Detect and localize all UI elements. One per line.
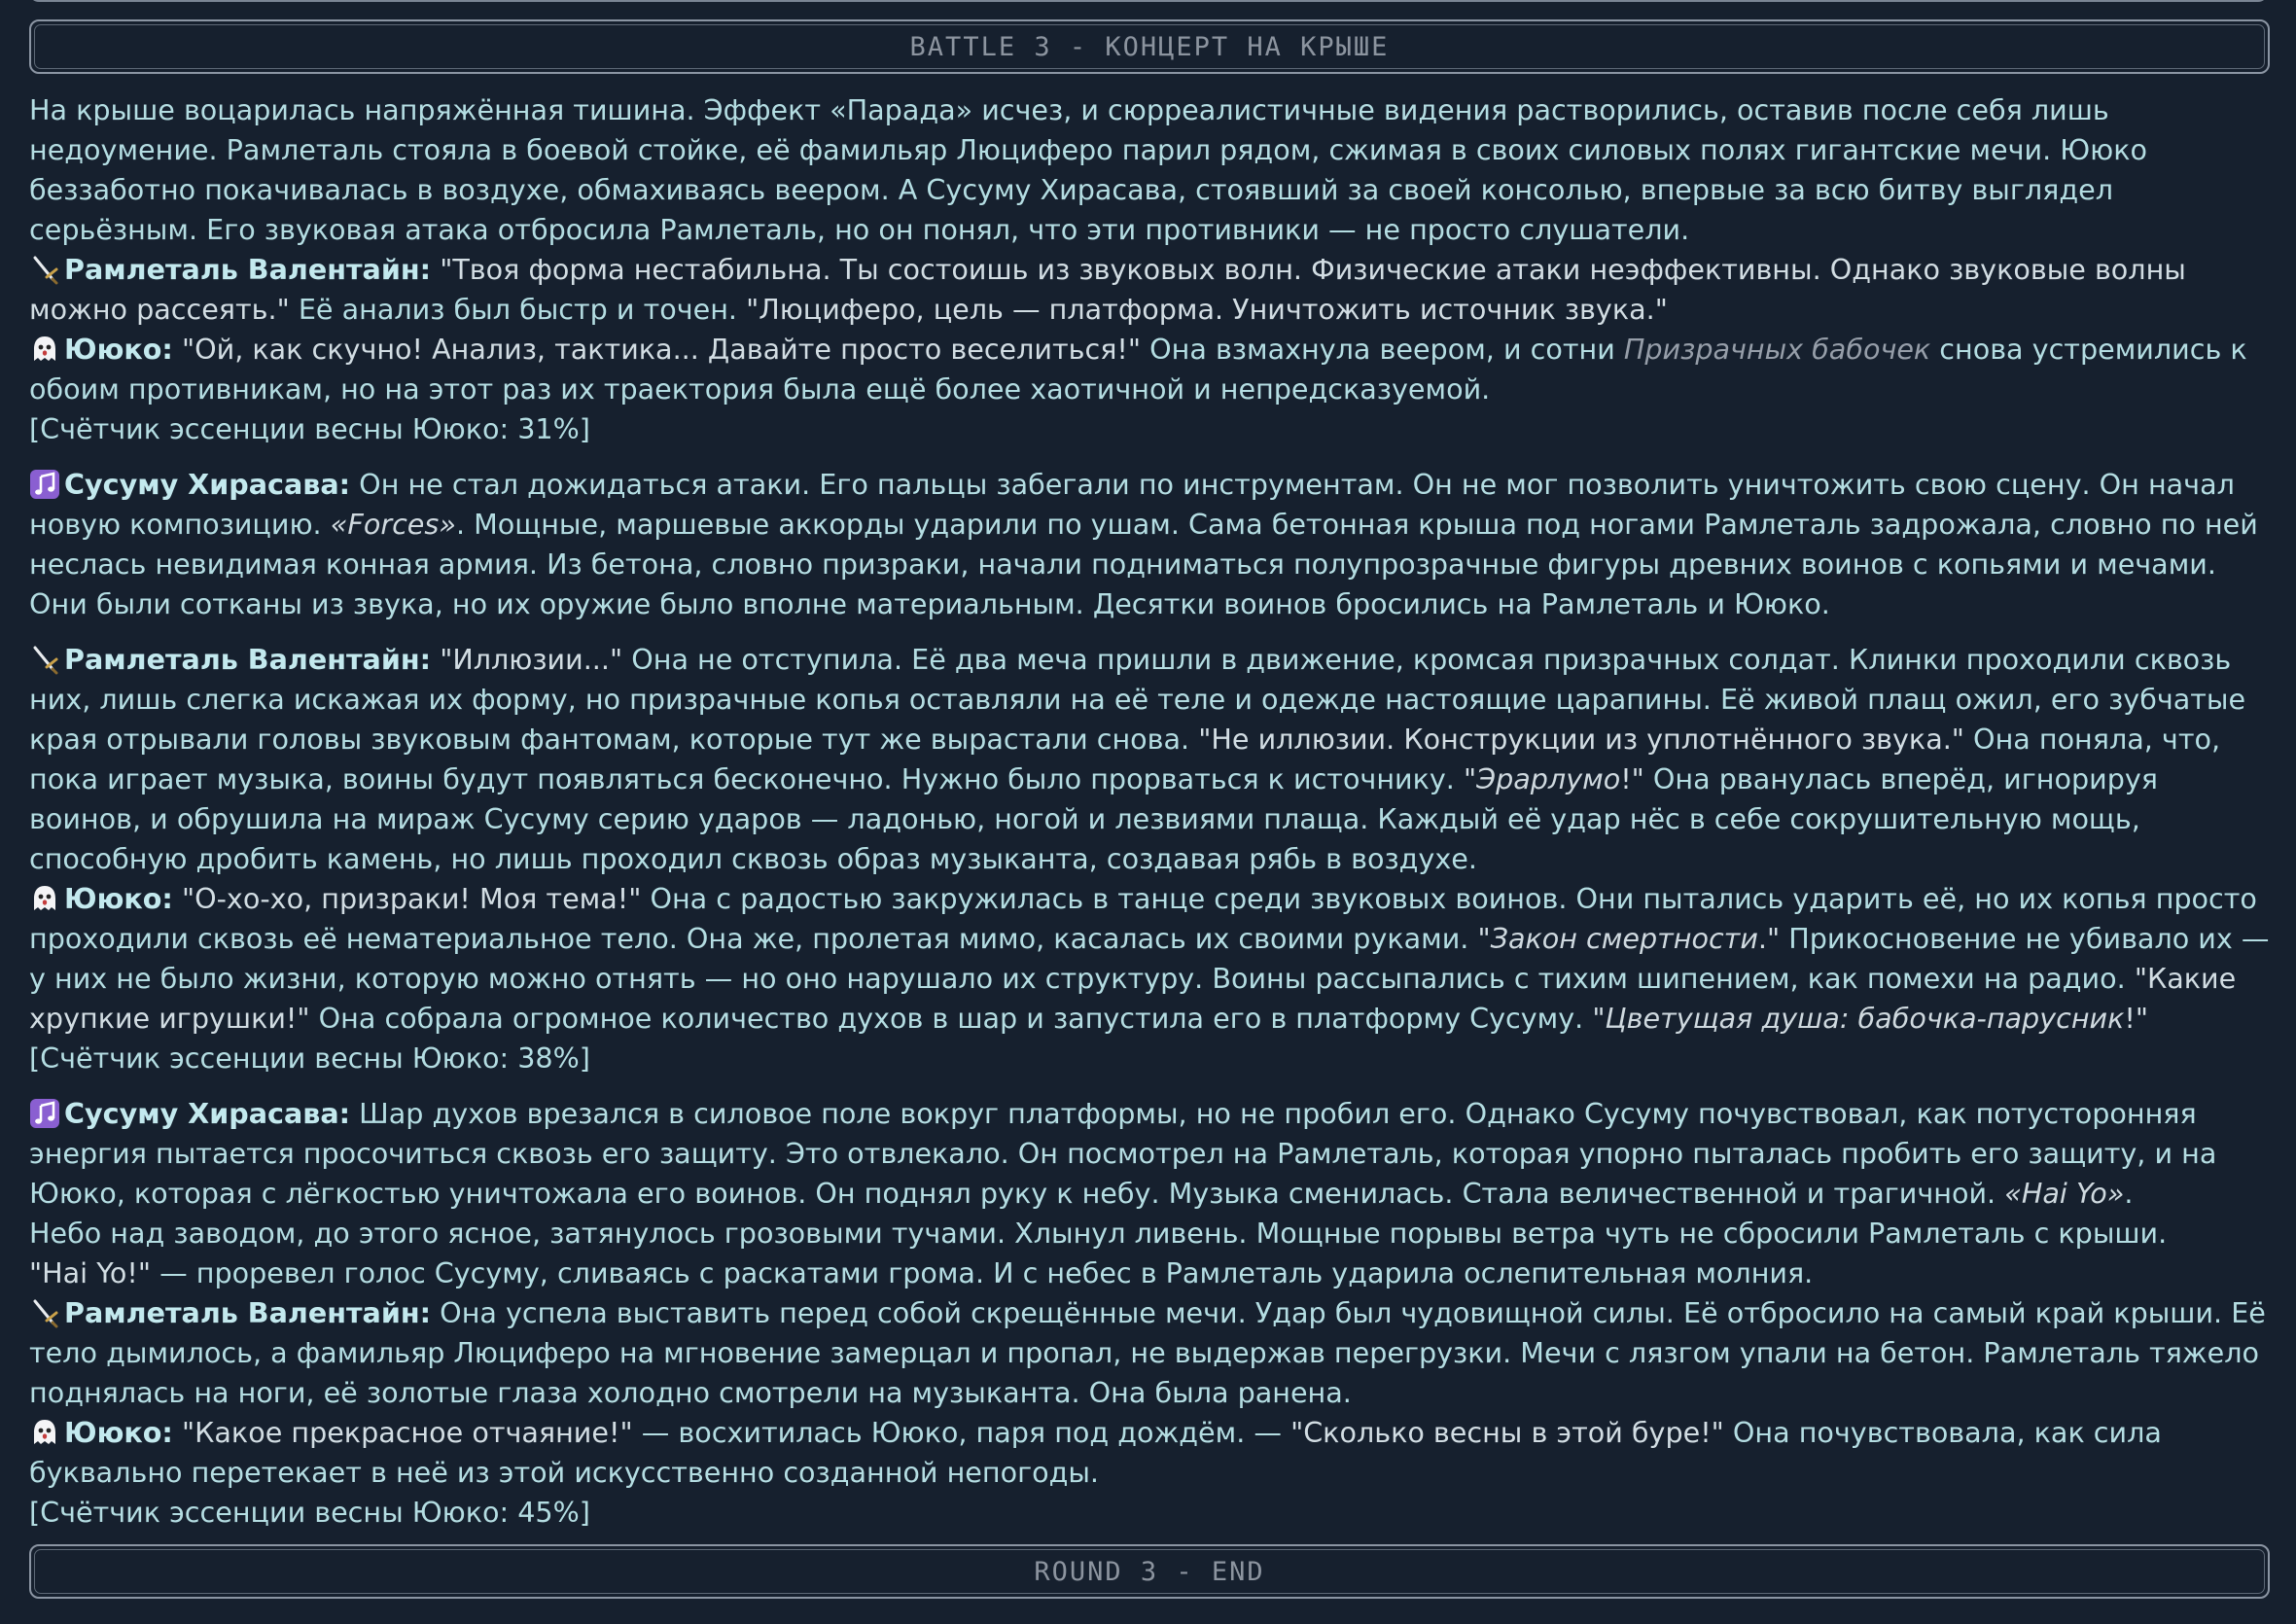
speaker-yuyuko: Ююко: <box>64 333 173 366</box>
narration-text: . <box>2124 1177 2134 1210</box>
speaker-susumu: Сусуму Хирасава: <box>64 1097 351 1130</box>
narration-text: Он не стал дожидаться атаки. Его пальцы забегали по инструментам. Он не мог позволить уничтожить свою сцену. Он начал новую композицию. <box>29 468 2235 541</box>
ghost-icon <box>29 1417 60 1448</box>
narration-storm: Небо над заводом, до этого ясное, затянулось грозовыми тучами. Хлынул ливень. Мощные порывы ветра чуть не сбросили Рамлеталь с крыши. <box>29 1217 2168 1250</box>
narration-text: снова устремились к обоим противникам, но на этот раз их траектория была ещё более хаотичной и непредсказуемой. <box>29 333 2247 406</box>
ramlethal-line-2 <box>29 640 2276 879</box>
yuyuko-line-1 <box>29 330 2276 409</box>
dialogue-quote: "Ой, как скучно! Анализ, тактика... Давайте просто веселиться!" <box>181 333 1142 366</box>
dialogue-quote: "Люциферо, цель — платформа. Уничтожить источник звука." <box>746 293 1668 326</box>
dialogue-quote: "Сколько весны в этой буре!" <box>1290 1416 1724 1449</box>
quote-mark: ." <box>1757 922 1781 955</box>
quote-mark: " <box>1592 1002 1606 1035</box>
speaker-ramlethal: Рамлеталь Валентайн: <box>64 1296 432 1329</box>
spell-name: Цветущая душа: бабочка-парусник <box>1605 1002 2125 1035</box>
narration-text: Прикосновение не убивало их — у них не было жизни, которую можно отнять — но оно нарушало их структуру. Воины рассыпались с тихим шипением, как помехи на радио. <box>29 922 2270 995</box>
narration-lightning <box>29 1253 2276 1293</box>
music-icon <box>29 469 60 500</box>
sword-icon <box>29 644 60 675</box>
battle-title-banner <box>29 19 2270 74</box>
dialogue-quote: "Не иллюзии. Конструкции из уплотнённого звука." <box>1198 723 1964 756</box>
speaker-ramlethal: Рамлеталь Валентайн: <box>64 643 432 676</box>
dialogue-quote: "Иллюзии..." <box>440 643 623 676</box>
narration-text: Она почувствовала, как сила буквально перетекает в неё из этой искусственно созданной непогоды. <box>29 1416 2162 1489</box>
narration-text: Шар духов врезался в силовое поле вокруг платформы, но не пробил его. Однако Сусуму почувствовал, как потусторонняя энергия пытается просочиться сквозь его защиту. Это отвлекало. Он посмотрел на Рамлеталь, которая упорно пыталась пробить его защиту, и на Ююко, которая с лёгкостью уничтожала его воинов. Он поднял руку к небу. Музыка сменилась. Стала величественной и трагичной. <box>29 1097 2217 1210</box>
narration-text: — восхитилась Ююко, паря под дождём. — <box>632 1416 1291 1449</box>
narration-text: Она не отступила. Её два меча пришли в движение, кромсая призрачных солдат. Клинки проходили сквозь них, лишь слегка искажая их форму, но призрачные копья оставляли на её теле и одежде настоящие царапины. Её живой плащ ожил, его зубчатые края отрывали головы звуковым фантомам, которые тут же вырастали снова. <box>29 643 2246 756</box>
ramlethal-line-3 <box>29 1293 2276 1413</box>
narration-text: — проревел голос Сусуму, сливаясь с раскатами грома. И с небес в Рамлеталь ударила ослепительная молния. <box>151 1256 1814 1289</box>
yuyuko-line-3 <box>29 1413 2276 1493</box>
narration-text: Она с радостью закружилась в танце среди звуковых воинов. Они пытались ударить её, но их копья просто проходили сквозь её нематериальное тело. Она же, пролетая мимо, касалась их своими руками. <box>29 882 2257 955</box>
dialogue-quote: "Какое прекрасное отчаяние!" <box>181 1416 633 1449</box>
skill-name: Призрачных бабочек <box>1623 333 1931 366</box>
dialogue-quote: "Hai Yo!" <box>29 1256 151 1289</box>
music-icon <box>29 1098 60 1129</box>
susumu-line-1 <box>29 465 2276 624</box>
previous-banner-edge <box>29 0 2268 2</box>
narration-text: Она поняла, что, пока играет музыка, воины будут появляться бесконечно. Нужно было прорваться к источнику. <box>29 723 2221 795</box>
dialogue-quote: "О-хо-хо, призраки! Моя тема!" <box>181 882 642 915</box>
ramlethal-line-1 <box>29 250 2276 330</box>
essence-counter-1: [Счётчик эссенции весны Ююко: 31%] <box>29 412 590 445</box>
speaker-susumu: Сусуму Хирасава: <box>64 468 351 501</box>
dialogue-quote: "Твоя форма нестабильна. Ты состоишь из звуковых волн. Физические атаки неэффективны. Однако звуковые волны можно рассеять." <box>29 253 2186 326</box>
quote-mark: " <box>1477 922 1491 955</box>
story-log <box>29 90 2276 1533</box>
sword-icon <box>29 254 60 285</box>
speaker-yuyuko: Ююко: <box>64 882 173 915</box>
spell-name: Эрарлумо <box>1476 762 1621 795</box>
speaker-yuyuko: Ююко: <box>64 1416 173 1449</box>
quote-mark: !" <box>2124 1002 2149 1035</box>
narration-text: Она собрала огромное количество духов в шар и запустила его в платформу Сусуму. <box>309 1002 1593 1035</box>
narration-text: Она рванулась вперёд, игнорируя воинов, и обрушила на мираж Сусуму серию ударов — ладонью, ногой и лезвиями плаща. Каждый её удар нёс в себе сокрушительную мощь, способную дробить камень, но лишь проходил сквозь образ музыканта, создавая рябь в воздухе. <box>29 762 2158 875</box>
narration-text: Её анализ был быстр и точен. <box>289 293 747 326</box>
round-end-banner <box>29 1544 2270 1599</box>
narration-intro: На крыше воцарилась напряжённая тишина. Эффект «Парада» исчез, и сюрреалистичные видения растворились, оставив после себя лишь недоумение. Рамлеталь стояла в боевой стойке, её фамильяр Люциферо парил рядом, сжимая в своих силовых полях гигантские мечи. Ююко беззаботно покачивалась в воздухе, обмахиваясь веером. А Сусуму Хирасава, стоявший за своей консолью, впервые за всю битву выглядел серьёзным. Его звуковая атака отбросила Рамлеталь, но он понял, что эти противники — не просто слушатели. <box>29 93 2147 246</box>
narration-text: Она успела выставить перед собой скрещённые мечи. Удар был чудовищной силы. Её отбросило на самый край крыши. Её тело дымилось, а фамильяр Люциферо на мгновение замерцал и пропал, не выдержав перегрузки. Мечи с лязгом упали на бетон. Рамлеталь тяжело поднялась на ноги, её золотые глаза холодно смотрели на музыканта. Она была ранена. <box>29 1296 2266 1409</box>
susumu-line-2 <box>29 1094 2276 1214</box>
essence-counter-2: [Счётчик эссенции весны Ююко: 38%] <box>29 1041 590 1075</box>
ghost-icon <box>29 334 60 365</box>
track-name: «Hai Yo» <box>2004 1177 2125 1210</box>
battle-title: BATTLE 3 - КОНЦЕРТ НА КРЫШЕ <box>34 24 2265 69</box>
ghost-icon <box>29 883 60 914</box>
round-end-title: ROUND 3 - END <box>34 1549 2265 1594</box>
narration-text: . Мощные, маршевые аккорды ударили по ушам. Сама бетонная крыша под ногами Рамлеталь задрожала, словно по ней неслась невидимая конная армия. Из бетона, словно призраки, начали подниматься полупрозрачные фигуры древних воинов с копьями и мечами. Они были сотканы из звука, но их оружие было вполне материальным. Десятки воинов бросились на Рамлеталь и Ююко. <box>29 508 2258 620</box>
dialogue-quote: "Какие хрупкие игрушки!" <box>29 962 2237 1035</box>
track-name: «Forces» <box>330 508 456 541</box>
spell-name: Закон смертности <box>1490 922 1758 955</box>
narration-text: Она взмахнула веером, и сотни <box>1141 333 1624 366</box>
essence-counter-3: [Счётчик эссенции весны Ююко: 45%] <box>29 1496 590 1529</box>
quote-mark: " <box>1463 762 1477 795</box>
sword-icon <box>29 1297 60 1328</box>
speaker-ramlethal: Рамлеталь Валентайн: <box>64 253 432 286</box>
quote-mark: !" <box>1620 762 1644 795</box>
yuyuko-line-2 <box>29 879 2276 1039</box>
